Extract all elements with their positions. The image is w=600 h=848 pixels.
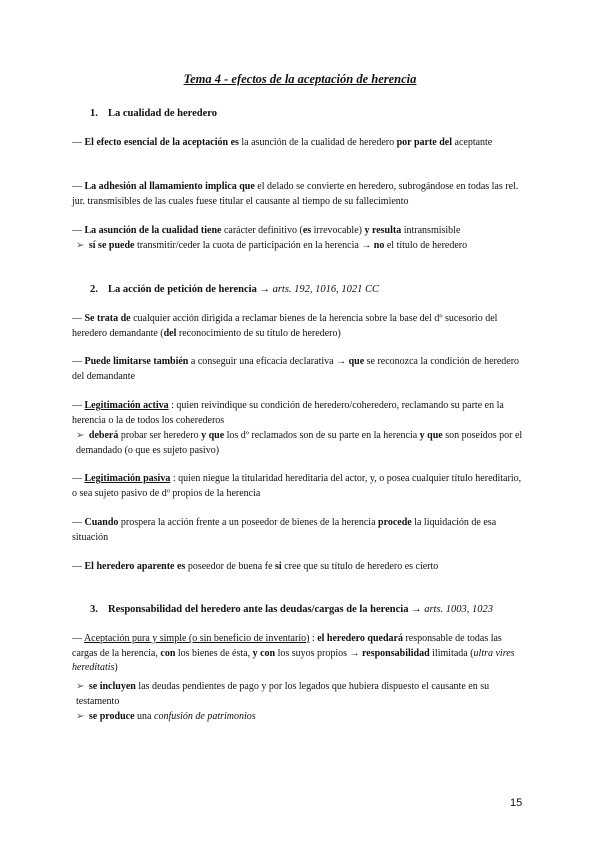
section-title: La cualidad de heredero <box>108 108 217 119</box>
bullet-item-debera: ➢ deberá probar ser heredero y que los dº reclamados son de su parte en la herencia y que son poseídos por el demandado (o que es sujeto pasivo) <box>76 430 523 456</box>
paragraph-asuncion: — La asunción de la cualidad tiene carácter definitivo (es irrevocable) y resulta intransmisible <box>72 225 461 236</box>
right-arrow-icon: → <box>259 284 270 295</box>
bullet-item-se-incluyen: ➢ se incluyen las deudas pendientes de pago y por los legados que hubiera dispuesto el causante en su testamento <box>76 681 490 707</box>
section-heading-1 <box>90 108 217 119</box>
section-reference: arts. 1003, 1023 <box>424 604 494 615</box>
bullet-arrow-icon: ➢ <box>76 711 85 722</box>
bullet-arrow-icon: ➢ <box>76 430 85 441</box>
section-number: 2. <box>90 284 98 295</box>
bullet-arrow-icon: ➢ <box>76 681 85 692</box>
paragraph-adhesion: — La adhesión al llamamiento implica que el delado se convierte en heredero, subrogándose en todas las rel. jur. transmisibles de las cuales fuese titular el causante al tiempo de su fallecimiento <box>72 181 519 207</box>
paragraph-legitimacion-pasiva: — Legitimación pasiva : quien niegue la titularidad hereditaria del actor, y, o posea cualquier título hereditario, o sea sujeto pasivo de dº propios de la herencia <box>72 473 522 499</box>
bullet-item-se-produce: ➢ se produce una confusión de patrimonios <box>76 711 256 722</box>
paragraph-cuando: — Cuando prospera la acción frente a un poseedor de bienes de la herencia procede la liquidación de esa situación <box>72 517 497 543</box>
paragraph-puede-limitarse: — Puede limitarse también a conseguir una eficacia declarativa → que se reconozca la condición de heredero del demandante <box>72 356 520 382</box>
right-arrow-icon: → <box>411 604 422 615</box>
paragraph-aceptacion-pura: — Aceptación pura y simple (o sin beneficio de inventario) : el heredero quedará responsable de todas las cargas de la herencia, con los bienes de ésta, y con los suyos propios → responsabilidad ilimitada (ultra vires hereditatis) <box>72 633 515 673</box>
section-number: 3. <box>90 604 98 615</box>
page-title: Tema 4 - efectos de la aceptación de herencia <box>183 72 417 86</box>
section-title: Responsabilidad del heredero ante las deudas/cargas de la herencia <box>108 604 409 615</box>
section-heading-3 <box>90 604 493 615</box>
bullet-item-cuota: ➢ sí se puede transmitir/ceder la cuota de participación en la herencia → no el título de heredero <box>76 240 468 251</box>
paragraph-efecto-esencial: — El efecto esencial de la aceptación es la asunción de la cualidad de heredero por parte del aceptante <box>72 137 493 148</box>
section-reference: arts. 192, 1016, 1021 CC <box>272 284 380 295</box>
bullet-arrow-icon: ➢ <box>76 240 85 251</box>
right-arrow-icon: → <box>336 356 347 367</box>
section-title: La acción de petición de herencia <box>108 284 257 295</box>
section-number: 1. <box>90 108 98 119</box>
right-arrow-icon: → <box>361 240 372 251</box>
paragraph-se-trata: — Se trata de cualquier acción dirigida a reclamar bienes de la herencia sobre la base del dº sucesorio del heredero demandante (del reconocimiento de su título de heredero) <box>72 313 498 339</box>
page-number: 15 <box>510 797 523 809</box>
section-heading-2 <box>90 284 379 295</box>
paragraph-heredero-aparente: — El heredero aparente es poseedor de buena fe si cree que su título de heredero es cierto <box>72 561 439 572</box>
paragraph-legitimacion-activa: — Legitimación activa : quien reivindique su condición de heredero/coheredero, reclamando su parte en la herencia o la de todos los coherederos <box>72 400 504 426</box>
right-arrow-icon: → <box>349 647 360 659</box>
